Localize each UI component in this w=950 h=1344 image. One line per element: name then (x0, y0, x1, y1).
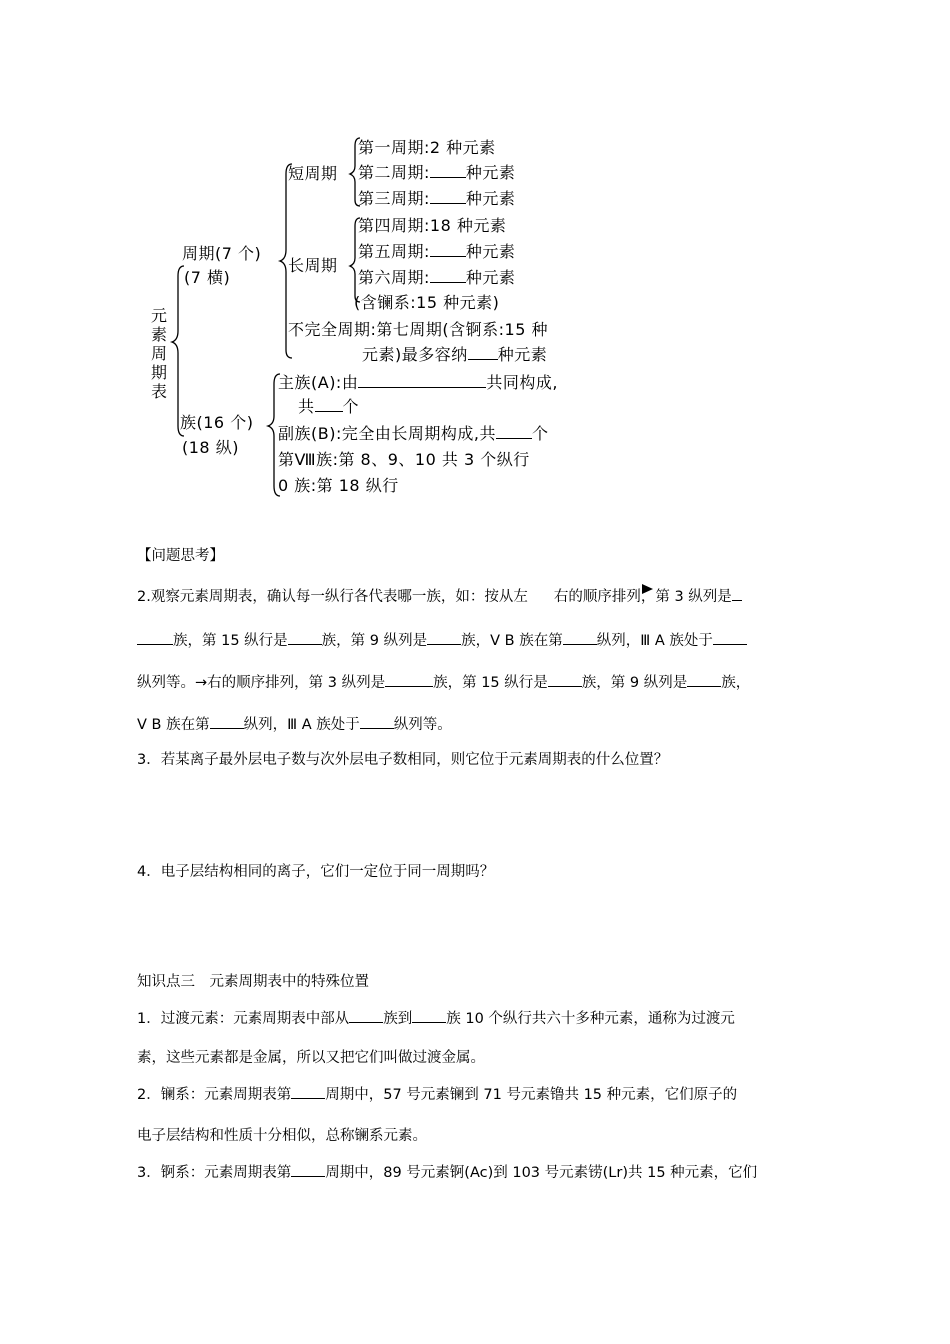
root-brace (172, 266, 184, 436)
blank (430, 163, 466, 178)
q2-line1: 2.观察元素周期表，确认每一纵行各代表哪一族，如：按从左 右的顺序排列，第 3 纵列是 (137, 586, 742, 607)
main-group-line2: 共 个 (298, 397, 360, 416)
blank (548, 672, 582, 687)
q3: 3．若某离子最外层电子数与次外层电子数相同，则它位于元素周期表的什么位置？ (137, 752, 669, 768)
group-0: 0 族:第 18 纵行 (278, 476, 399, 495)
long-period-label: 长周期 (288, 256, 338, 275)
kp3-title: 知识点三 元素周期表中的特殊位置 (137, 974, 369, 990)
short-period-label: 短周期 (288, 164, 338, 183)
period-6: 第六周期: 种元素 (358, 268, 516, 287)
blank (291, 1084, 325, 1099)
blank (430, 189, 466, 204)
blank (713, 630, 747, 645)
kp3-item1-line2: 素，这些元素都是金属，所以又把它们叫做过渡金属。 (137, 1050, 485, 1066)
kp3-item2-line1: 2．镧系：元素周期表第 周期中，57 号元素镧到 71 号元素镥共 15 种元素，它们原子的 (137, 1084, 737, 1105)
blank (468, 345, 498, 360)
blank (288, 630, 322, 645)
periodic-table-classification-diagram (140, 126, 620, 506)
blank (360, 714, 394, 729)
blank (315, 397, 343, 412)
period-3: 第三周期: 种元素 (358, 189, 516, 208)
kp3-item3-line1: 3．锕系：元素周期表第 周期中，89 号元素锕(Ac)到 103 号元素铹(Lr)共 15 种元素，它们 (137, 1162, 757, 1183)
root-label: 元素周期表 (150, 306, 167, 401)
period-6-note: (含镧系:15 种元素) (354, 293, 500, 312)
q4: 4．电子层结构相同的离子，它们一定位于同一周期吗？ (137, 864, 495, 880)
blank (563, 630, 597, 645)
period-7-line2: 元素)最多容纳 种元素 (362, 345, 548, 364)
blank (358, 373, 486, 388)
family-sublabel: (18 纵) (182, 438, 239, 457)
blank (427, 630, 461, 645)
period-7-line1: 不完全周期:第七周期(含锕系:15 种 (288, 320, 548, 339)
kp3-item1-line1: 1．过渡元素：元素周期表中部从 族到 族 10 个纵行共六十多种元素，通称为过渡元 (137, 1008, 735, 1029)
blank (687, 672, 721, 687)
q2-line3: 纵列等。→右的顺序排列，第 3 纵列是 族，第 15 纵行是 族，第 9 纵列是 族， (137, 672, 750, 693)
family-label: 族(16 个) (180, 413, 254, 432)
blank (496, 424, 532, 439)
kp3-item2-line2: 电子层结构和性质十分相似，总称镧系元素。 (137, 1128, 427, 1144)
main-group-line1: 主族(A):由 共同构成, (278, 373, 558, 392)
blank (430, 242, 466, 257)
group-8: 第Ⅷ族:第 8、9、10 共 3 个纵行 (278, 450, 530, 469)
blank (210, 714, 244, 729)
right-arrow-icon (642, 584, 653, 594)
blank (732, 586, 742, 601)
sub-group: 副族(B):完全由长周期构成,共 个 (278, 424, 549, 443)
q2-line2: 族，第 15 纵行是 族，第 9 纵列是 族，Ⅴ B 族在第 纵列，Ⅲ A 族处于 (137, 630, 747, 651)
q2-line4: Ⅴ B 族在第 纵列，Ⅲ A 族处于 纵列等。 (137, 714, 452, 735)
period-label: 周期(7 个) (182, 244, 262, 263)
period-5: 第五周期: 种元素 (358, 242, 516, 261)
period-sublabel: (7 横) (184, 268, 231, 287)
period-4: 第四周期:18 种元素 (358, 216, 507, 235)
blank (291, 1162, 325, 1177)
blank (412, 1008, 446, 1023)
blank (430, 268, 466, 283)
blank (349, 1008, 383, 1023)
section-heading: 【问题思考】 (137, 548, 224, 564)
blank (137, 630, 173, 645)
period-1: 第一周期:2 种元素 (358, 138, 496, 157)
blank (385, 672, 433, 687)
period-2: 第二周期: 种元素 (358, 163, 516, 182)
